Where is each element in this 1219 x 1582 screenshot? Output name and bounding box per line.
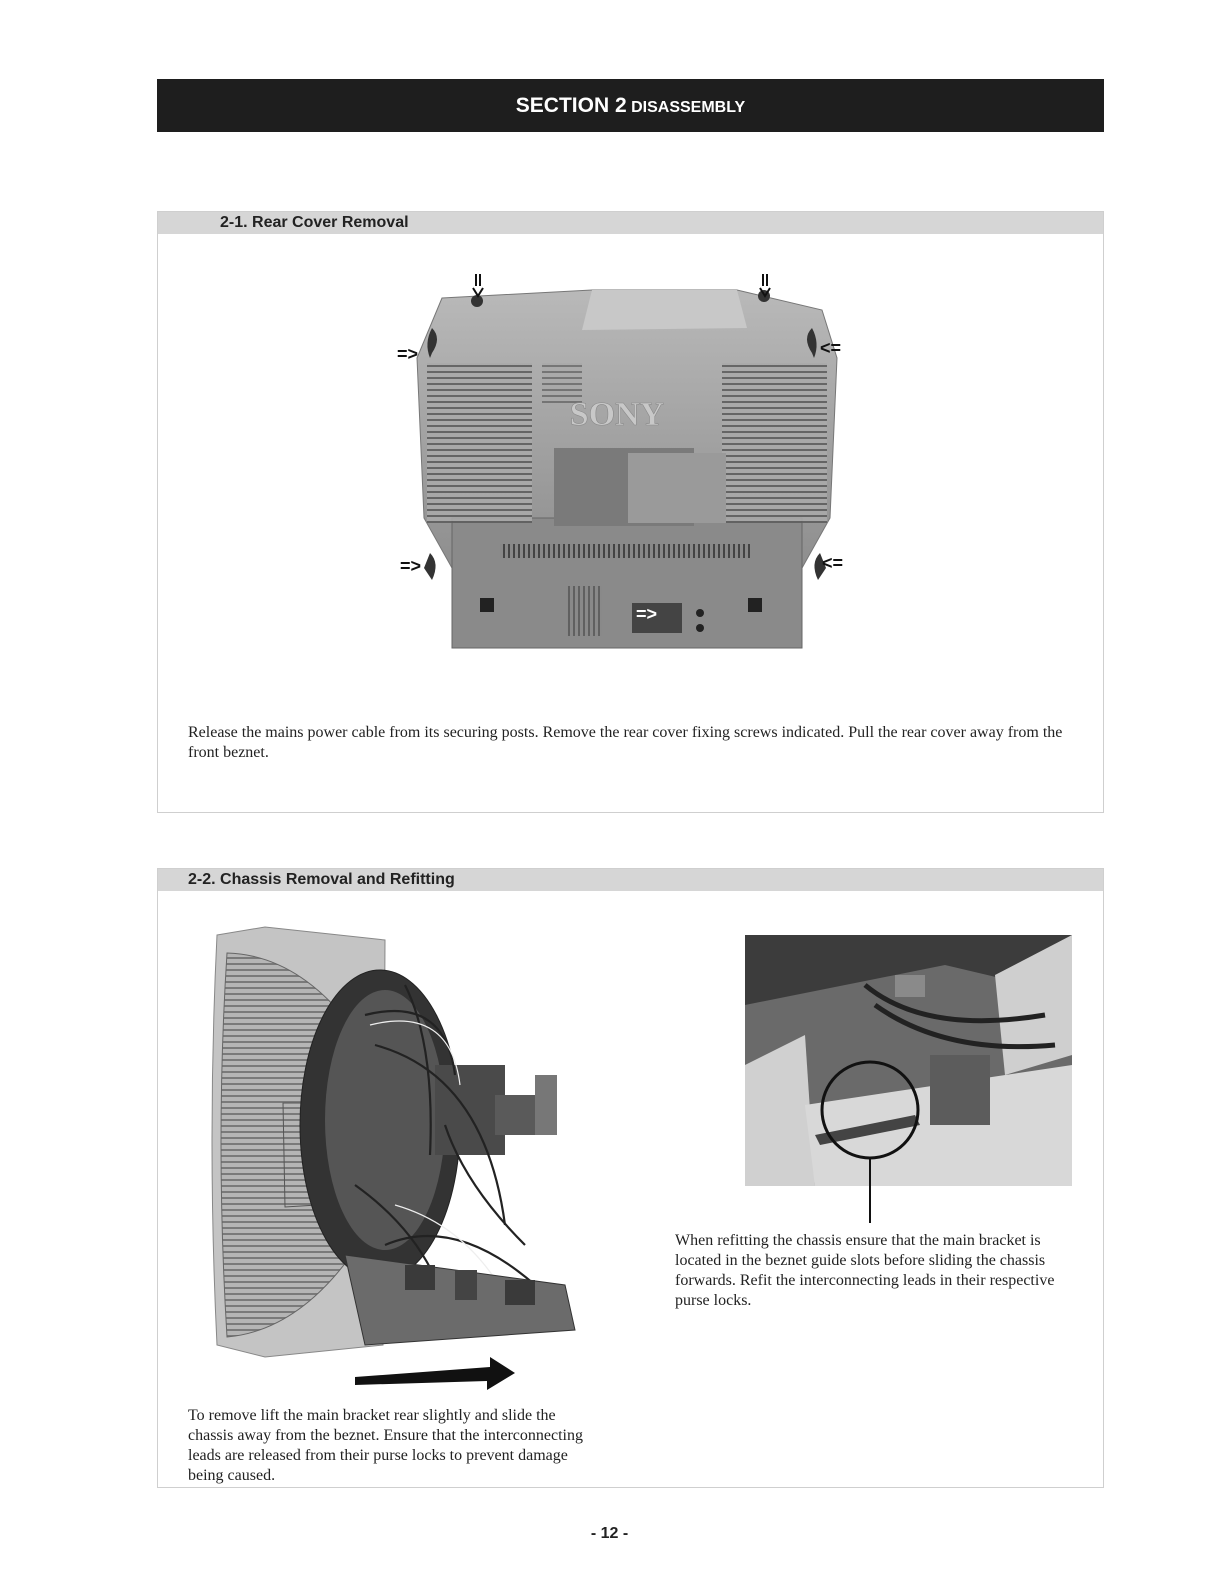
- down-arrow-icon: [473, 274, 483, 296]
- chassis-caption-left: To remove lift the main bracket rear slightly and slide the chassis away from the beznet. Ensure that the interconnecting leads are released from their purse locks to prevent damage being caused.: [188, 1407, 583, 1484]
- arrow-left-label: <=: [822, 553, 844, 573]
- sony-logo: SONY: [569, 396, 665, 433]
- arrow-right-label: =>: [397, 344, 419, 364]
- tv-rear-photo: [392, 268, 862, 660]
- section-number: SECTION 2: [515, 94, 627, 117]
- chassis-heading-bar: [158, 869, 1103, 891]
- chassis-side-photo: [205, 925, 580, 1395]
- arrow-left-label: <=: [820, 338, 842, 358]
- arrow-right-label: =>: [400, 556, 422, 576]
- bracket-closeup-photo: [745, 935, 1073, 1225]
- page-number: - 12 -: [590, 1525, 629, 1542]
- rear-cover-caption: Release the mains power cable from its securing posts. Remove the rear cover fixing screws indicated. Pull the rear cover away from the front beznet.: [188, 724, 1063, 761]
- rear-cover-heading: 2-1. Rear Cover Removal: [220, 214, 409, 231]
- section-title: DISASSEMBLY: [631, 99, 746, 116]
- chassis-heading: 2-2. Chassis Removal and Refitting: [188, 871, 455, 888]
- rear-cover-heading-bar: [158, 212, 1103, 234]
- chassis-caption-right: When refitting the chassis ensure that the main bracket is located in the beznet guide slots before sliding the chassis forwards. Refit the interconnecting leads in their respective purse locks.: [675, 1232, 1055, 1309]
- slide-arrow-icon: [355, 1357, 515, 1390]
- section-banner: [157, 79, 1104, 132]
- arrow-right-label: =>: [636, 604, 658, 624]
